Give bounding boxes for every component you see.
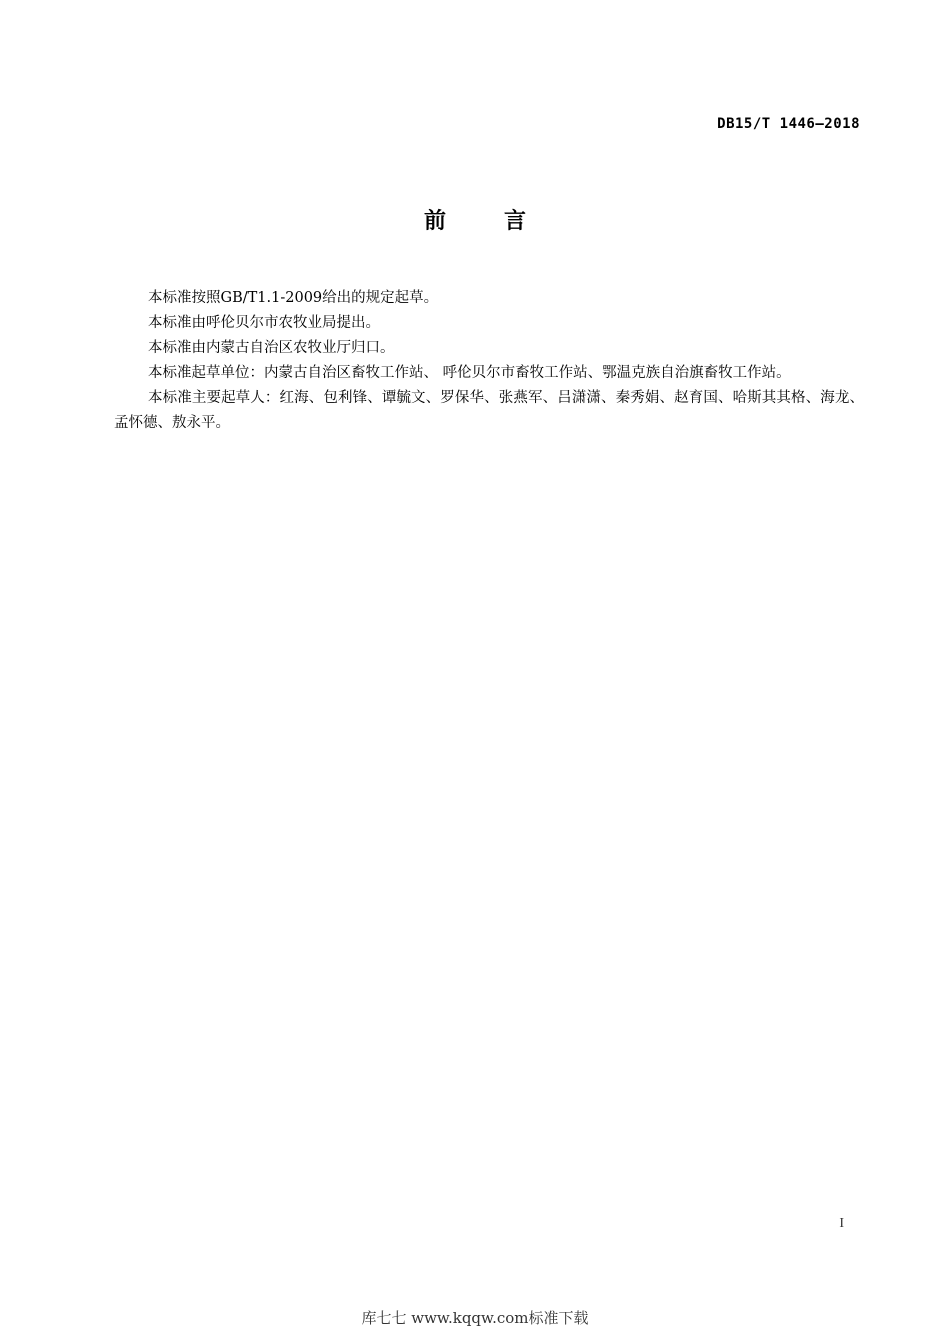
paragraph-drafting-rules: 本标准按照GB/T1.1-2009给出的规定起草。 [148, 290, 439, 306]
paragraph-drafting-units: 本标准起草单位：内蒙古自治区畜牧工作站、 呼伦贝尔市畜牧工作站、鄂温克族自治旗畜牧工作站。 [148, 365, 791, 381]
paragraph-centralized-by: 本标准由内蒙古自治区农牧业厅归口。 [148, 340, 395, 356]
foreword-body [114, 286, 864, 436]
paragraph-drafters: 本标准主要起草人：红海、包利锋、谭毓文、罗保华、张燕军、吕潇潇、秦秀娟、赵育国、哈斯其其格、海龙、孟怀德、敖永平。 [114, 390, 864, 431]
standard-code: DB15/T 1446—2018 [717, 116, 860, 132]
page-number: I [839, 1216, 844, 1231]
paragraph-proposed-by: 本标准由呼伦贝尔市农牧业局提出。 [148, 315, 380, 331]
footer-watermark: 库七七 www.kqqw.com标准下载 [361, 1309, 589, 1327]
page-title: 前言 [423, 209, 584, 234]
